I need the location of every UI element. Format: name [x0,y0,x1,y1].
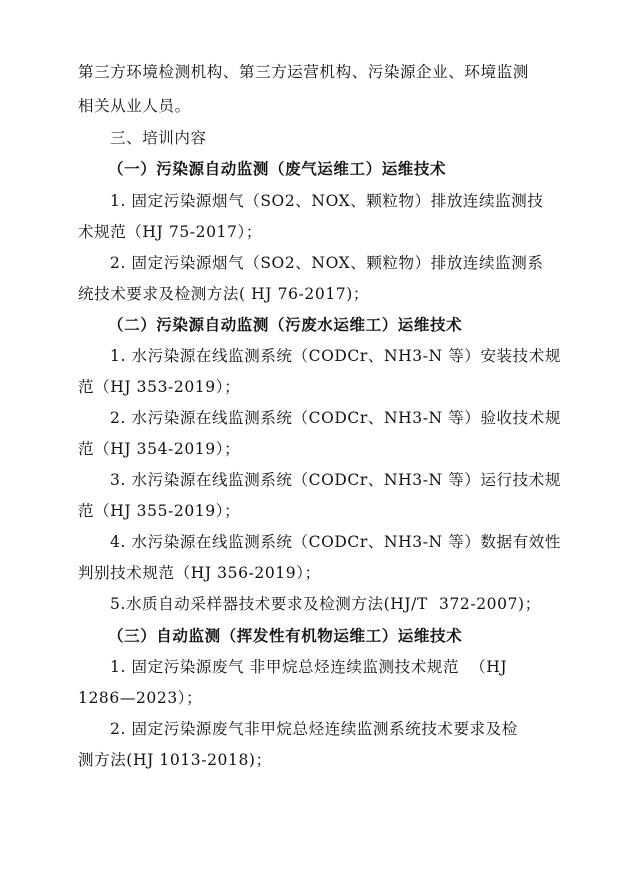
text-line: 1. 固定污染源废气 非甲烷总烃连续监测技术规范 （HJ [110,658,508,676]
text-line: 范（HJ 354-2019）； [78,440,241,458]
text-line: 第三方环境检测机构、第三方运营机构、污染源企业、环境监测 [78,63,529,81]
text-line: 3. 水污染源在线监测系统（CODCr、NH3-N 等）运行技术规 [110,471,561,489]
text-line: 统技术要求及检测方法( HJ 76-2017)； [78,285,369,303]
subsection-heading: （三）自动监测（挥发性有机物运维工）运维技术 [108,626,463,645]
subsection-heading: （一）污染源自动监测（废气运维工）运维技术 [108,159,447,178]
text-line: 2. 水污染源在线监测系统（CODCr、NH3-N 等）验收技术规 [110,409,561,427]
section-heading: 三、培训内容 [110,129,207,147]
text-line: 范（HJ 353-2019）； [78,378,241,396]
text-line: 1. 水污染源在线监测系统（CODCr、NH3-N 等）安装技术规 [110,347,561,365]
text-line: 判别技术规范（HJ 356-2019）； [78,564,321,582]
text-line: 4. 水污染源在线监测系统（CODCr、NH3-N 等）数据有效性 [110,533,561,551]
text-line: 测方法(HJ 1013-2018)； [78,751,272,769]
text-line: 2. 固定污染源废气非甲烷总烃连续监测系统技术要求及检 [110,720,518,738]
text-line: 1286—2023）； [78,689,203,707]
text-line: 5.水质自动采样器技术要求及检测方法(HJ/T 372-2007)； [110,595,541,613]
text-line: 术规范（HJ 75-2017）； [78,223,262,241]
subsection-heading: （二）污染源自动监测（污废水运维工）运维技术 [108,315,463,334]
text-line: 范（HJ 355-2019）； [78,502,241,520]
text-line: 相关从业人员。 [78,97,191,115]
text-line: 1. 固定污染源烟气（SO2、NOX、颗粒物）排放连续监测技 [110,192,544,210]
text-line: 2. 固定污染源烟气（SO2、NOX、颗粒物）排放连续监测系 [110,254,544,272]
